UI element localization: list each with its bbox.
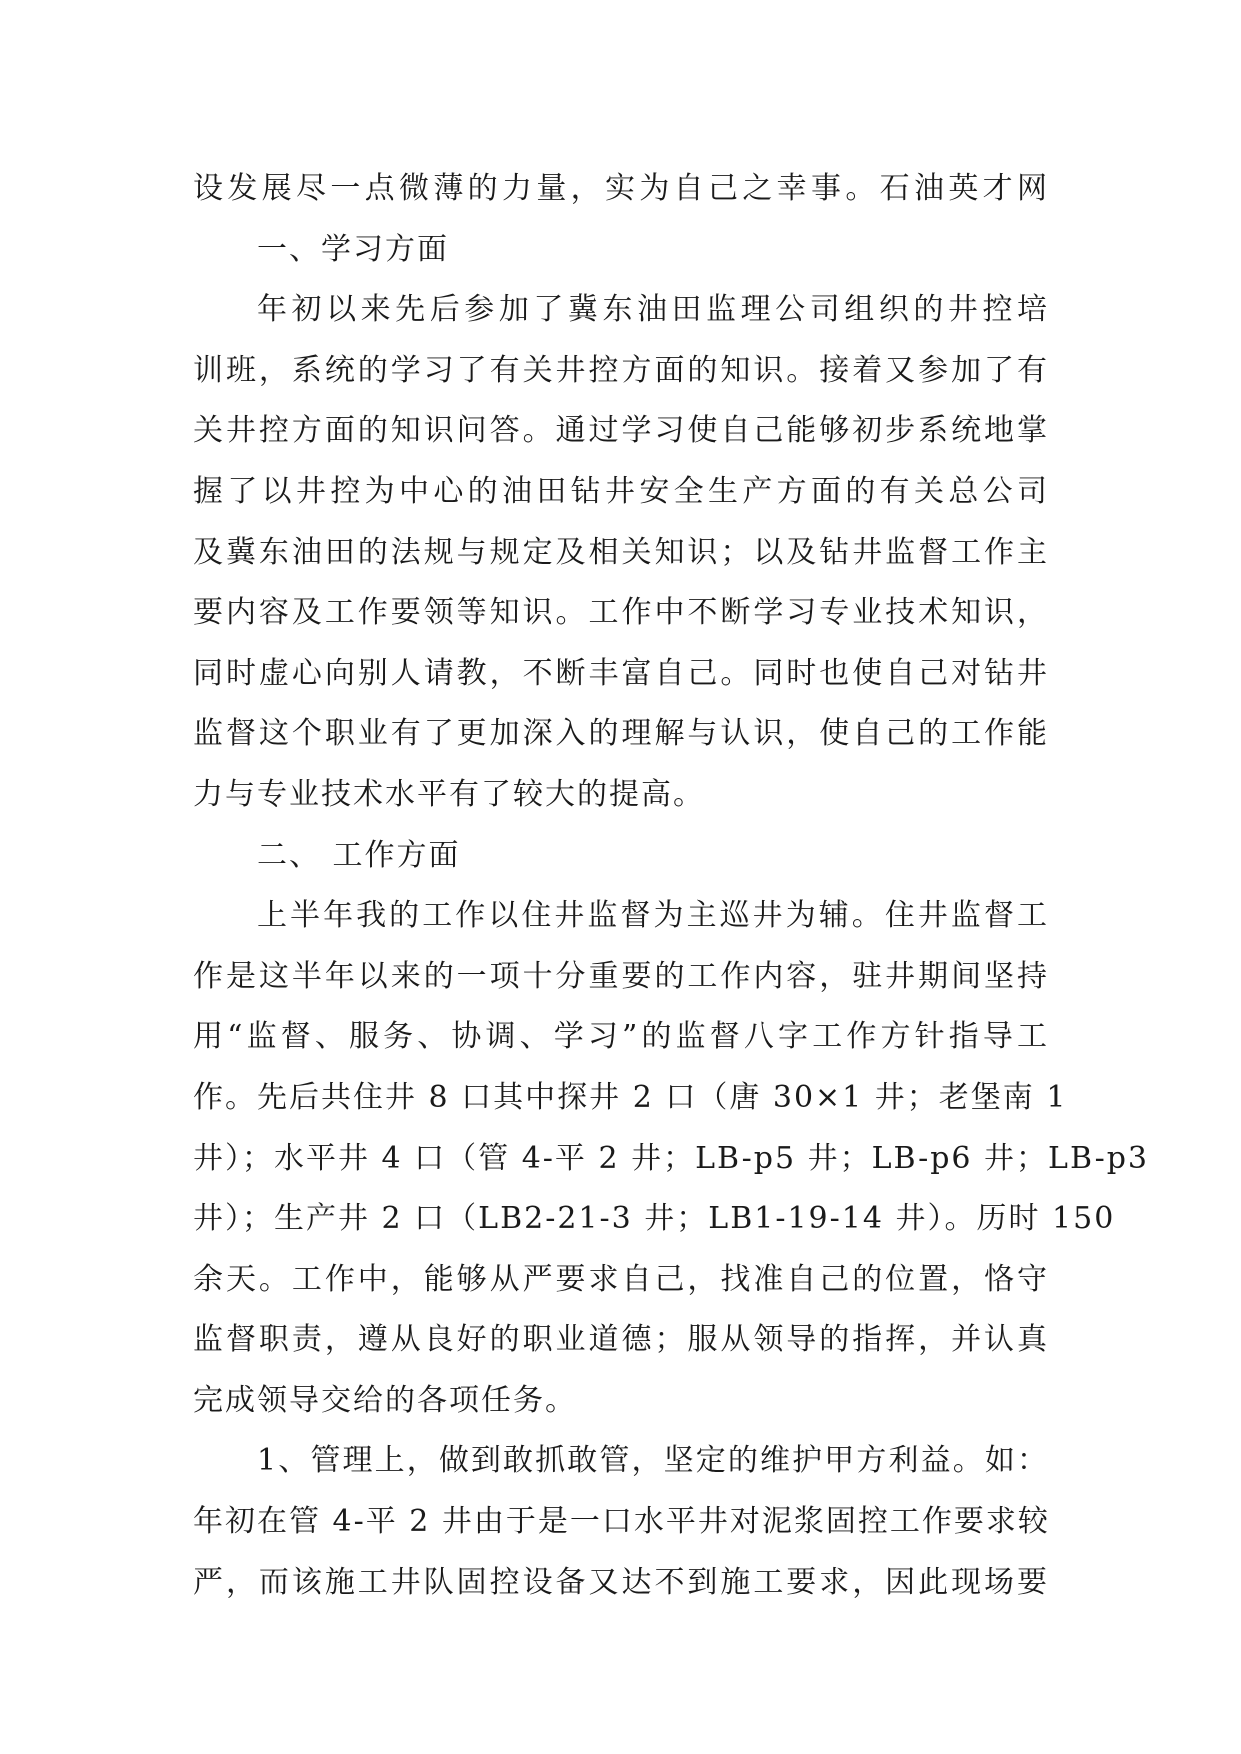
text-line: 要内容及工作要领等知识。工作中不断学习专业技术知识， [193, 595, 1049, 631]
text-line: 井）；水平井 4 口（管 4-平 2 井；LB-p5 井；LB-p6 井；LB-p3 [193, 1140, 1150, 1176]
text-line: 及冀东油田的法规与规定及相关知识；以及钻井监督工作主 [193, 534, 1049, 570]
text-line: 作。先后共住井 8 口其中探井 2 口（唐 30×1 井；老堡南 1 [193, 1079, 1068, 1115]
text-line: 年初在管 4-平 2 井由于是一口水平井对泥浆固控工作要求较 [193, 1504, 1050, 1540]
text-line: 力与专业技术水平有了较大的提高。 [193, 776, 705, 812]
text-line: 上半年我的工作以住井监督为主巡井为辅。住井监督工 [257, 898, 1049, 934]
text-line: 余天。工作中，能够从严要求自己，找准自己的位置，恪守 [193, 1261, 1049, 1297]
text-line: 训班，系统的学习了有关井控方面的知识。接着又参加了有 [193, 352, 1049, 388]
text-line: 设发展尽一点微薄的力量，实为自己之幸事。石油英才网 [193, 171, 1049, 206]
text-line: 监督职责，遵从良好的职业道德；服从领导的指挥，并认真 [193, 1322, 1049, 1358]
document-body [193, 159, 1150, 1613]
text-line: 握了以井控为中心的油田钻井安全生产方面的有关总公司 [193, 473, 1049, 509]
text-line: 监督这个职业有了更加深入的理解与认识，使自己的工作能 [193, 716, 1049, 752]
text-line: 严，而该施工井队固控设备又达不到施工要求，因此现场要 [193, 1564, 1049, 1600]
text-line: 完成领导交给的各项任务。 [193, 1382, 577, 1418]
text-line: 关井控方面的知识问答。通过学习使自己能够初步系统地掌 [193, 413, 1049, 449]
text-line: 作是这半年以来的一项十分重要的工作内容，驻井期间坚持 [193, 958, 1049, 994]
text-line: 1、管理上，做到敢抓敢管，坚定的维护甲方利益。如： [257, 1443, 1049, 1479]
text-line: 年初以来先后参加了冀东油田监理公司组织的井控培 [257, 292, 1049, 328]
section-heading-study: 一、学习方面 [257, 231, 449, 267]
section-heading-work: 二、 工作方面 [257, 837, 461, 873]
text-line: 井）；生产井 2 口（LB2-21-3 井；LB1-19-14 井）。历时 150 [193, 1201, 1116, 1237]
text-line: 用“监督、服务、协调、学习”的监督八字工作方针指导工 [193, 1019, 1049, 1055]
text-line: 同时虚心向别人请教，不断丰富自己。同时也使自己对钻井 [193, 655, 1049, 691]
